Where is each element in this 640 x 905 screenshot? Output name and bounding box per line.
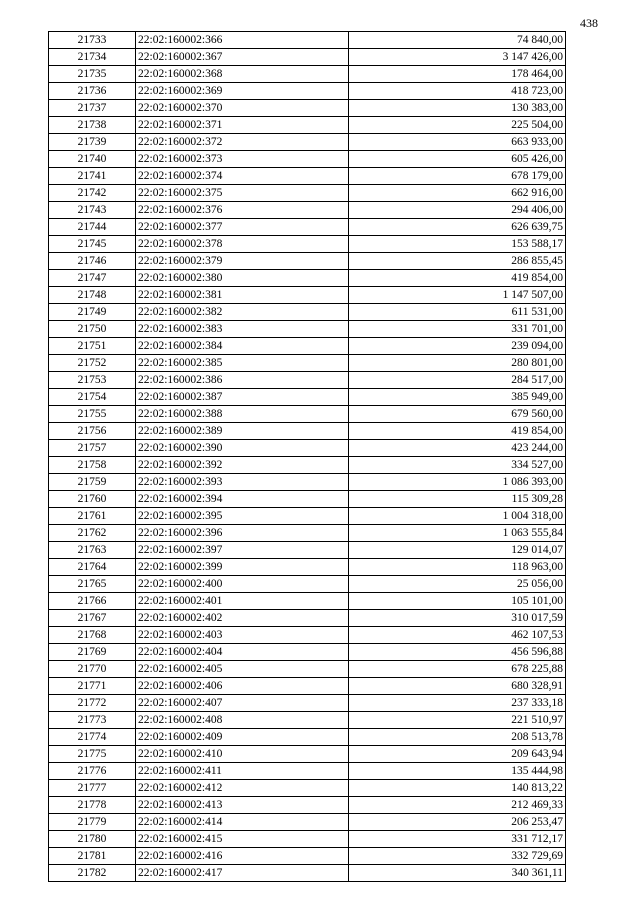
table-row (49, 440, 566, 457)
cadastral-number-cell: 22:02:160002:396 (136, 525, 349, 542)
cadastral-value-cell: 118 963,00 (349, 559, 566, 576)
row-number-cell: 21770 (49, 661, 136, 678)
cadastral-value-cell: 310 017,59 (349, 610, 566, 627)
row-number-cell: 21751 (49, 338, 136, 355)
row-number-cell: 21775 (49, 746, 136, 763)
cadastral-number-cell: 22:02:160002:379 (136, 253, 349, 270)
table-row (49, 219, 566, 236)
row-number-cell: 21753 (49, 372, 136, 389)
row-number-cell: 21777 (49, 780, 136, 797)
cadastral-value-cell: 206 253,47 (349, 814, 566, 831)
table-row (49, 610, 566, 627)
cadastral-value-cell: 663 933,00 (349, 134, 566, 151)
cadastral-value-cell: 626 639,75 (349, 219, 566, 236)
cadastral-value-cell: 239 094,00 (349, 338, 566, 355)
cadastral-value-cell: 1 004 318,00 (349, 508, 566, 525)
table-row (49, 474, 566, 491)
cadastral-value-cell: 1 063 555,84 (349, 525, 566, 542)
cadastral-value-cell: 418 723,00 (349, 83, 566, 100)
cadastral-number-cell: 22:02:160002:415 (136, 831, 349, 848)
row-number-cell: 21735 (49, 66, 136, 83)
table-row (49, 712, 566, 729)
cadastral-value-cell: 286 855,45 (349, 253, 566, 270)
row-number-cell: 21768 (49, 627, 136, 644)
table-row (49, 831, 566, 848)
cadastral-value-cell: 294 406,00 (349, 202, 566, 219)
table-row (49, 542, 566, 559)
cadastral-number-cell: 22:02:160002:397 (136, 542, 349, 559)
table-row (49, 338, 566, 355)
row-number-cell: 21779 (49, 814, 136, 831)
row-number-cell: 21733 (49, 32, 136, 49)
cadastral-number-cell: 22:02:160002:377 (136, 219, 349, 236)
row-number-cell: 21772 (49, 695, 136, 712)
table-row (49, 355, 566, 372)
table-row (49, 491, 566, 508)
table-row (49, 100, 566, 117)
table-row (49, 270, 566, 287)
cadastral-number-cell: 22:02:160002:404 (136, 644, 349, 661)
cadastral-value-cell: 611 531,00 (349, 304, 566, 321)
table-row (49, 372, 566, 389)
cadastral-number-cell: 22:02:160002:385 (136, 355, 349, 372)
cadastral-value-cell: 678 179,00 (349, 168, 566, 185)
cadastral-number-cell: 22:02:160002:366 (136, 32, 349, 49)
cadastral-number-cell: 22:02:160002:380 (136, 270, 349, 287)
cadastral-number-cell: 22:02:160002:417 (136, 865, 349, 882)
cadastral-value-cell: 678 225,88 (349, 661, 566, 678)
table-row (49, 304, 566, 321)
cadastral-number-cell: 22:02:160002:374 (136, 168, 349, 185)
table-row (49, 185, 566, 202)
cadastral-number-cell: 22:02:160002:369 (136, 83, 349, 100)
cadastral-value-cell: 140 813,22 (349, 780, 566, 797)
row-number-cell: 21734 (49, 49, 136, 66)
cadastral-number-cell: 22:02:160002:389 (136, 423, 349, 440)
row-number-cell: 21778 (49, 797, 136, 814)
row-number-cell: 21748 (49, 287, 136, 304)
cadastral-value-cell: 280 801,00 (349, 355, 566, 372)
row-number-cell: 21782 (49, 865, 136, 882)
cadastral-number-cell: 22:02:160002:373 (136, 151, 349, 168)
cadastral-number-cell: 22:02:160002:394 (136, 491, 349, 508)
table-row (49, 321, 566, 338)
table-row (49, 253, 566, 270)
cadastral-number-cell: 22:02:160002:378 (136, 236, 349, 253)
cadastral-number-cell: 22:02:160002:405 (136, 661, 349, 678)
table-row (49, 797, 566, 814)
cadastral-value-cell: 331 712,17 (349, 831, 566, 848)
table-row (49, 151, 566, 168)
table-row (49, 423, 566, 440)
cadastral-value-cell: 331 701,00 (349, 321, 566, 338)
row-number-cell: 21780 (49, 831, 136, 848)
row-number-cell: 21771 (49, 678, 136, 695)
row-number-cell: 21740 (49, 151, 136, 168)
cadastral-number-cell: 22:02:160002:370 (136, 100, 349, 117)
table-row (49, 83, 566, 100)
cadastral-number-cell: 22:02:160002:375 (136, 185, 349, 202)
cadastral-number-cell: 22:02:160002:371 (136, 117, 349, 134)
table-row (49, 814, 566, 831)
table-row (49, 236, 566, 253)
table-row (49, 780, 566, 797)
cadastral-number-cell: 22:02:160002:393 (136, 474, 349, 491)
row-number-cell: 21754 (49, 389, 136, 406)
cadastral-number-cell: 22:02:160002:406 (136, 678, 349, 695)
table-row (49, 746, 566, 763)
cadastral-number-cell: 22:02:160002:376 (136, 202, 349, 219)
cadastral-value-cell: 212 469,33 (349, 797, 566, 814)
cadastral-value-cell: 284 517,00 (349, 372, 566, 389)
row-number-cell: 21736 (49, 83, 136, 100)
table-row (49, 168, 566, 185)
cadastral-value-cell: 135 444,98 (349, 763, 566, 780)
cadastral-number-cell: 22:02:160002:403 (136, 627, 349, 644)
table-row (49, 508, 566, 525)
row-number-cell: 21765 (49, 576, 136, 593)
table-row (49, 134, 566, 151)
row-number-cell: 21758 (49, 457, 136, 474)
row-number-cell: 21764 (49, 559, 136, 576)
cadastral-value-table (48, 31, 566, 882)
cadastral-value-cell: 208 513,78 (349, 729, 566, 746)
cadastral-value-cell: 679 560,00 (349, 406, 566, 423)
table-row (49, 287, 566, 304)
table-row (49, 559, 566, 576)
row-number-cell: 21749 (49, 304, 136, 321)
cadastral-number-cell: 22:02:160002:384 (136, 338, 349, 355)
cadastral-number-cell: 22:02:160002:392 (136, 457, 349, 474)
cadastral-value-cell: 462 107,53 (349, 627, 566, 644)
table-row (49, 389, 566, 406)
table-body (49, 32, 566, 882)
cadastral-value-cell: 334 527,00 (349, 457, 566, 474)
row-number-cell: 21743 (49, 202, 136, 219)
cadastral-number-cell: 22:02:160002:400 (136, 576, 349, 593)
cadastral-value-cell: 105 101,00 (349, 593, 566, 610)
row-number-cell: 21752 (49, 355, 136, 372)
cadastral-value-cell: 456 596,88 (349, 644, 566, 661)
row-number-cell: 21738 (49, 117, 136, 134)
cadastral-number-cell: 22:02:160002:408 (136, 712, 349, 729)
cadastral-number-cell: 22:02:160002:383 (136, 321, 349, 338)
cadastral-value-cell: 423 244,00 (349, 440, 566, 457)
cadastral-value-cell: 25 056,00 (349, 576, 566, 593)
table-row (49, 457, 566, 474)
table-row (49, 678, 566, 695)
cadastral-number-cell: 22:02:160002:411 (136, 763, 349, 780)
cadastral-number-cell: 22:02:160002:368 (136, 66, 349, 83)
cadastral-number-cell: 22:02:160002:390 (136, 440, 349, 457)
row-number-cell: 21769 (49, 644, 136, 661)
row-number-cell: 21774 (49, 729, 136, 746)
row-number-cell: 21746 (49, 253, 136, 270)
row-number-cell: 21761 (49, 508, 136, 525)
table-row (49, 66, 566, 83)
cadastral-number-cell: 22:02:160002:401 (136, 593, 349, 610)
cadastral-value-cell: 340 361,11 (349, 865, 566, 882)
cadastral-number-cell: 22:02:160002:386 (136, 372, 349, 389)
row-number-cell: 21757 (49, 440, 136, 457)
cadastral-value-cell: 419 854,00 (349, 423, 566, 440)
table-row (49, 117, 566, 134)
cadastral-number-cell: 22:02:160002:367 (136, 49, 349, 66)
row-number-cell: 21755 (49, 406, 136, 423)
table-row (49, 525, 566, 542)
table-row (49, 49, 566, 66)
page-number: 438 (580, 16, 598, 30)
row-number-cell: 21763 (49, 542, 136, 559)
table-row (49, 695, 566, 712)
cadastral-value-cell: 419 854,00 (349, 270, 566, 287)
cadastral-number-cell: 22:02:160002:402 (136, 610, 349, 627)
cadastral-number-cell: 22:02:160002:395 (136, 508, 349, 525)
cadastral-number-cell: 22:02:160002:410 (136, 746, 349, 763)
table-row (49, 576, 566, 593)
cadastral-value-cell: 153 588,17 (349, 236, 566, 253)
row-number-cell: 21781 (49, 848, 136, 865)
row-number-cell: 21776 (49, 763, 136, 780)
row-number-cell: 21766 (49, 593, 136, 610)
cadastral-value-cell: 385 949,00 (349, 389, 566, 406)
table-row (49, 644, 566, 661)
row-number-cell: 21747 (49, 270, 136, 287)
cadastral-value-cell: 209 643,94 (349, 746, 566, 763)
cadastral-number-cell: 22:02:160002:381 (136, 287, 349, 304)
cadastral-number-cell: 22:02:160002:388 (136, 406, 349, 423)
row-number-cell: 21737 (49, 100, 136, 117)
row-number-cell: 21760 (49, 491, 136, 508)
table-row (49, 406, 566, 423)
cadastral-number-cell: 22:02:160002:409 (136, 729, 349, 746)
cadastral-number-cell: 22:02:160002:399 (136, 559, 349, 576)
cadastral-value-cell: 3 147 426,00 (349, 49, 566, 66)
row-number-cell: 21741 (49, 168, 136, 185)
cadastral-value-cell: 74 840,00 (349, 32, 566, 49)
row-number-cell: 21767 (49, 610, 136, 627)
cadastral-value-cell: 1 147 507,00 (349, 287, 566, 304)
cadastral-value-cell: 178 464,00 (349, 66, 566, 83)
cadastral-value-cell: 225 504,00 (349, 117, 566, 134)
cadastral-number-cell: 22:02:160002:387 (136, 389, 349, 406)
table-row (49, 627, 566, 644)
table-row (49, 848, 566, 865)
cadastral-value-cell: 605 426,00 (349, 151, 566, 168)
table-row (49, 729, 566, 746)
cadastral-number-cell: 22:02:160002:414 (136, 814, 349, 831)
cadastral-value-cell: 680 328,91 (349, 678, 566, 695)
cadastral-value-cell: 662 916,00 (349, 185, 566, 202)
table-row (49, 763, 566, 780)
row-number-cell: 21762 (49, 525, 136, 542)
row-number-cell: 21745 (49, 236, 136, 253)
row-number-cell: 21739 (49, 134, 136, 151)
table-row (49, 32, 566, 49)
table-row (49, 593, 566, 610)
cadastral-number-cell: 22:02:160002:382 (136, 304, 349, 321)
table-row (49, 865, 566, 882)
row-number-cell: 21742 (49, 185, 136, 202)
cadastral-value-cell: 129 014,07 (349, 542, 566, 559)
cadastral-value-cell: 221 510,97 (349, 712, 566, 729)
row-number-cell: 21744 (49, 219, 136, 236)
row-number-cell: 21756 (49, 423, 136, 440)
cadastral-value-cell: 130 383,00 (349, 100, 566, 117)
cadastral-number-cell: 22:02:160002:412 (136, 780, 349, 797)
row-number-cell: 21750 (49, 321, 136, 338)
cadastral-value-cell: 1 086 393,00 (349, 474, 566, 491)
row-number-cell: 21773 (49, 712, 136, 729)
cadastral-value-cell: 332 729,69 (349, 848, 566, 865)
table-row (49, 661, 566, 678)
cadastral-number-cell: 22:02:160002:413 (136, 797, 349, 814)
cadastral-number-cell: 22:02:160002:416 (136, 848, 349, 865)
cadastral-value-cell: 115 309,28 (349, 491, 566, 508)
cadastral-value-cell: 237 333,18 (349, 695, 566, 712)
table-row (49, 202, 566, 219)
cadastral-number-cell: 22:02:160002:372 (136, 134, 349, 151)
row-number-cell: 21759 (49, 474, 136, 491)
cadastral-number-cell: 22:02:160002:407 (136, 695, 349, 712)
